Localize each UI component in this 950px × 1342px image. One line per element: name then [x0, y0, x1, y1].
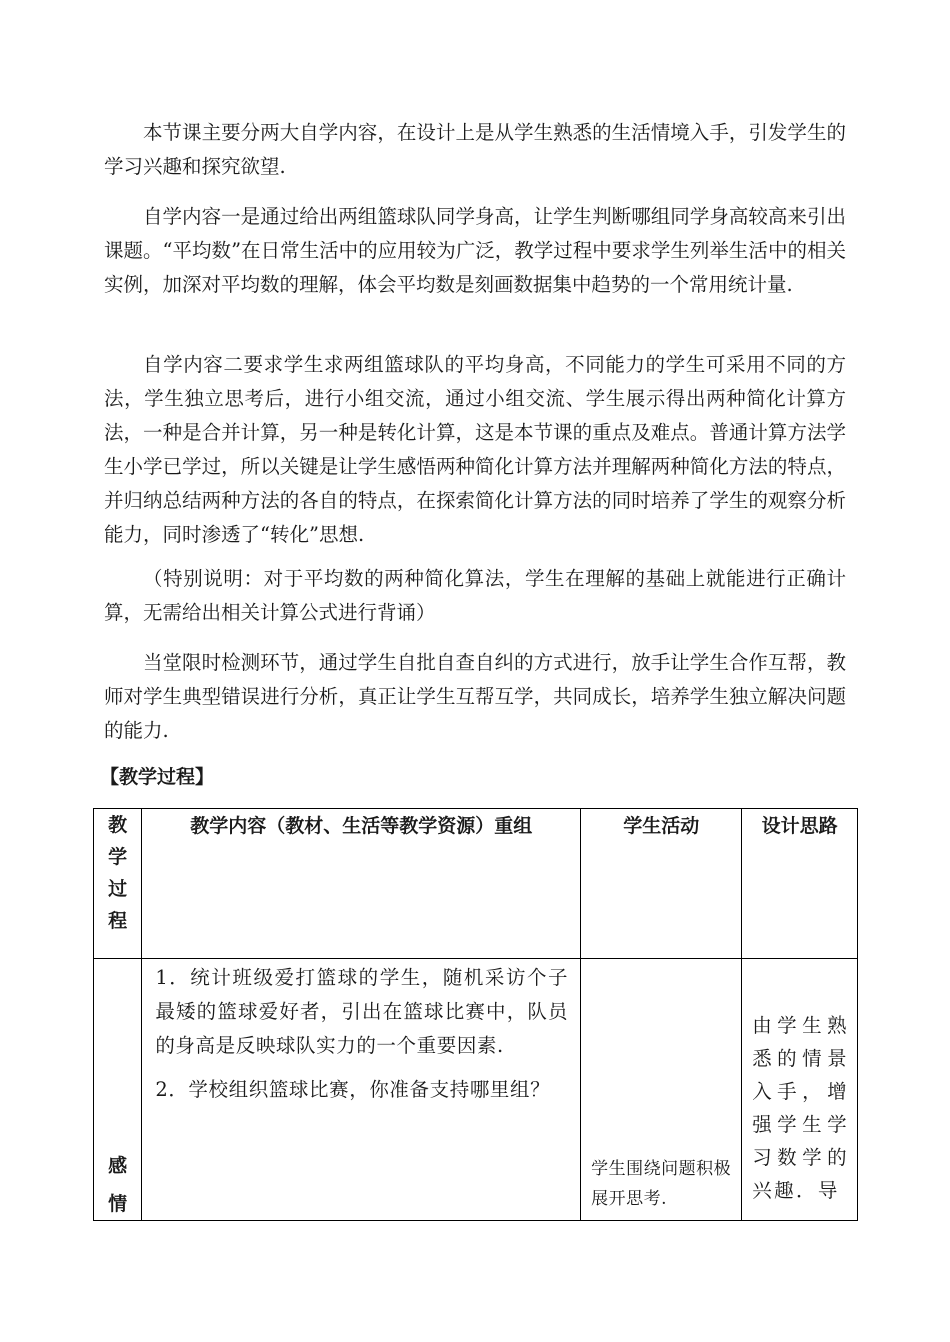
content-item-1: 1．统计班级爱打篮球的学生，随机采访个子最矮的篮球爱好者，引出在篮球比赛中，队员的身高是反映球队实力的一个重要因素. [155, 966, 569, 1057]
design-cell: 由学生熟悉的情景入手，增强学生学习数学的兴趣．导 [742, 959, 858, 1221]
content-cell [142, 959, 581, 1221]
table-header-row [94, 809, 858, 959]
table-row [94, 959, 858, 1221]
self-study-two-paragraph: 自学内容二要求学生求两组篮球队的平均身高，不同能力的学生可采用不同的方法，学生独立思考后，进行小组交流，通过小组交流、学生展示得出两种简化计算方法，一种是合并计算，另一种是转化计算，这是本节课的重点及难点。普通计算方法学生小学已学过，所以关键是让学生感悟两种简化计算方法并理解两种简化方法的特点，并归纳总结两种方法的各自的特点，在探索简化计算方法的同时培养了学生的观察分析能力，同时渗透了“转化”思想. [104, 353, 846, 546]
teaching-process-table [93, 808, 858, 1221]
header-design: 设计思路 [742, 809, 858, 959]
header-activity: 学生活动 [581, 809, 742, 959]
special-note-paragraph: （特别说明：对于平均数的两种简化算法，学生在理解的基础上就能进行正确计算，无需给出相关计算公式进行背诵） [104, 567, 846, 624]
self-study-one-paragraph: 自学内容一是通过给出两组篮球队同学身高，让学生判断哪组同学身高较高来引出课题。“平均数”在日常生活中的应用较为广泛，教学过程中要求学生列举生活中的相关实例，加深对平均数的理解，体会平均数是刻画数据集中趋势的一个常用统计量. [104, 205, 846, 296]
intro-paragraph: 本节课主要分两大自学内容，在设计上是从学生熟悉的生活情境入手，引发学生的学习兴趣和探究欲望. [104, 121, 846, 178]
section-heading-teaching-process: 【教学过程】 [100, 766, 215, 788]
content-item-2: 2．学校组织篮球比赛，你准备支持哪里组？ [155, 1078, 551, 1101]
in-class-test-paragraph: 当堂限时检测环节，通过学生自批自查自纠的方式进行，放手让学生合作互帮，教师对学生典型错误进行分析，真正让学生互帮互学，共同成长，培养学生独立解决问题的能力. [104, 651, 846, 742]
header-stage: 教学过程 [94, 809, 142, 959]
stage-label: 感情 [108, 1155, 128, 1215]
activity-text: 学生围绕问题积极展开思考. [591, 1159, 732, 1209]
stage-cell [94, 959, 142, 1221]
header-content: 教学内容（教材、生活等教学资源）重组 [142, 809, 581, 959]
activity-cell [581, 959, 742, 1221]
